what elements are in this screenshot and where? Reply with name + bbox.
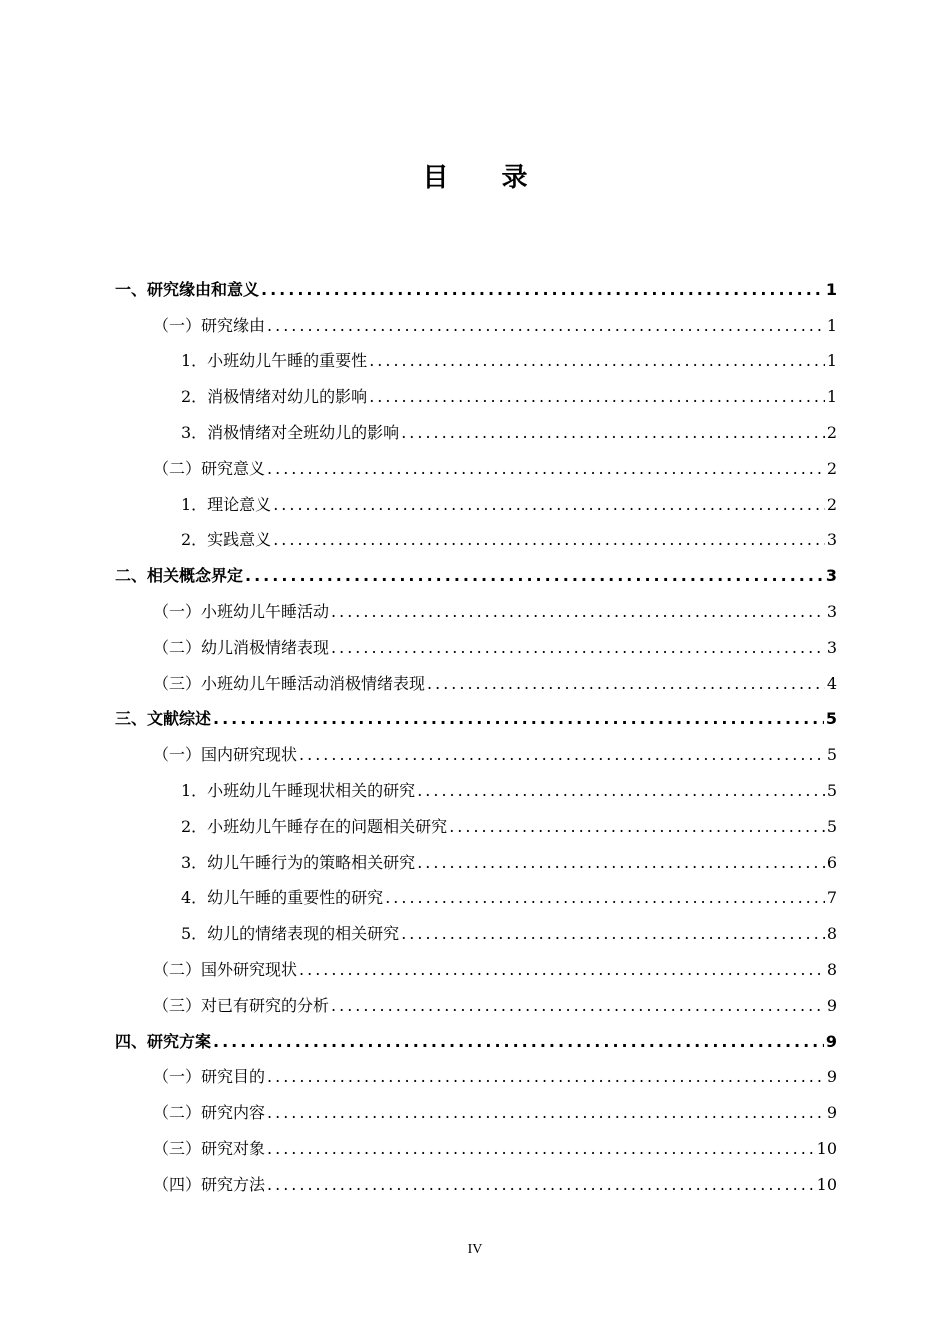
toc-entry-page: 9 [826, 1103, 837, 1123]
toc-leader-dots [385, 888, 825, 908]
toc-entry-page: 5 [826, 745, 837, 765]
toc-entry-page: 3 [826, 637, 837, 657]
toc-entry-label: 四、研究方案 [115, 1031, 212, 1051]
toc-entry[interactable] [115, 630, 837, 666]
page-number: IV [467, 1242, 483, 1257]
toc-entry-label: （一）国内研究现状 [153, 745, 298, 765]
toc-entry-page: 2 [826, 423, 837, 443]
toc-leader-dots [427, 674, 825, 694]
toc-entry[interactable] [115, 344, 837, 380]
toc-entry-label: （二）研究意义 [153, 458, 266, 478]
toc-leader-dots [369, 387, 825, 407]
toc-entry-page: 7 [826, 888, 837, 908]
toc-leader-dots [331, 638, 825, 658]
toc-entry-page: 5 [826, 781, 837, 801]
toc-entry[interactable] [115, 558, 837, 594]
toc-entry[interactable] [115, 308, 837, 344]
toc-leader-dots [331, 996, 825, 1016]
toc-leader-dots [267, 316, 825, 336]
toc-leader-dots [267, 1067, 825, 1087]
toc-entry[interactable] [115, 666, 837, 702]
toc-entry[interactable] [115, 1095, 837, 1131]
toc-entry-label: （二）国外研究现状 [153, 960, 298, 980]
toc-entry[interactable] [115, 773, 837, 809]
toc-entry-page: 8 [826, 924, 837, 944]
toc-entry-page: 10 [816, 1174, 837, 1194]
toc-entry-page: 1 [825, 279, 837, 299]
toc-entry-page: 2 [826, 458, 837, 478]
toc-entry-page: 10 [816, 1139, 837, 1159]
toc-leader-dots [449, 817, 825, 837]
toc-entry-label: （一）研究目的 [153, 1067, 266, 1087]
toc-entry-page: 5 [825, 709, 837, 729]
toc-leader-dots [245, 566, 824, 586]
toc-entry-page: 9 [826, 995, 837, 1015]
toc-leader-dots [401, 924, 825, 944]
toc-entry-page: 3 [826, 602, 837, 622]
toc-entry-page: 1 [826, 351, 837, 371]
toc-entry-page: 8 [826, 960, 837, 980]
toc-entry-label: （一）研究缘由 [153, 315, 266, 335]
toc-leader-dots [417, 853, 825, 873]
toc-entry-page: 3 [825, 566, 837, 586]
toc-entry-label: 一、研究缘由和意义 [115, 279, 260, 299]
toc-entry[interactable] [115, 379, 837, 415]
toc-leader-dots [331, 602, 825, 622]
toc-entry-label: （三）小班幼儿午睡活动消极情绪表现 [153, 673, 426, 693]
toc-leader-dots [267, 1103, 825, 1123]
toc-entry-label: （三）研究对象 [153, 1139, 266, 1159]
toc-leader-dots [213, 1032, 824, 1052]
toc-entry[interactable] [115, 952, 837, 988]
toc-entry-label: 5．幼儿的情绪表现的相关研究 [181, 924, 400, 944]
toc-entry-label: 1．小班幼儿午睡的重要性 [181, 351, 368, 371]
toc-entry-page: 1 [826, 387, 837, 407]
toc-entry[interactable] [115, 523, 837, 559]
toc-entry[interactable] [115, 1024, 837, 1060]
toc-entry[interactable] [115, 487, 837, 523]
toc-entry[interactable] [115, 845, 837, 881]
toc-entry-label: 2．实践意义 [181, 530, 272, 550]
toc-entry-label: 3．幼儿午睡行为的策略相关研究 [181, 852, 416, 872]
toc-leader-dots [273, 530, 825, 550]
toc-entry-page: 6 [826, 852, 837, 872]
toc-entry-label: 1．理论意义 [181, 494, 272, 514]
toc-leader-dots [299, 745, 825, 765]
toc-entry-label: 二、相关概念界定 [115, 566, 244, 586]
toc-entry[interactable] [115, 451, 837, 487]
toc-entry-page: 5 [826, 816, 837, 836]
toc-entry-page: 2 [826, 494, 837, 514]
toc-entry[interactable] [115, 702, 837, 738]
toc-leader-dots [299, 960, 825, 980]
toc-leader-dots [267, 459, 825, 479]
toc-entry-label: 4．幼儿午睡的重要性的研究 [181, 888, 384, 908]
toc-entry[interactable] [115, 809, 837, 845]
toc-entry[interactable] [115, 594, 837, 630]
toc-leader-dots [261, 280, 824, 300]
toc-entry[interactable] [115, 1131, 837, 1167]
toc-entry-page: 9 [825, 1031, 837, 1051]
toc-leader-dots [369, 351, 825, 371]
toc-entry-label: （二）幼儿消极情绪表现 [153, 637, 330, 657]
toc-entry-label: （二）研究内容 [153, 1103, 266, 1123]
toc-entry-label: （四）研究方法 [153, 1174, 266, 1194]
toc-leader-dots [417, 781, 825, 801]
toc-entry-label: 2．小班幼儿午睡存在的问题相关研究 [181, 816, 448, 836]
toc-entry-label: 三、文献综述 [115, 709, 212, 729]
toc-entry-page: 9 [826, 1067, 837, 1087]
toc-entry-page: 4 [826, 673, 837, 693]
toc-entry[interactable] [115, 737, 837, 773]
toc-entry-label: 3．消极情绪对全班幼儿的影响 [181, 423, 400, 443]
toc-entry-label: （一）小班幼儿午睡活动 [153, 602, 330, 622]
toc-leader-dots [213, 709, 824, 729]
toc-entry-label: （三）对已有研究的分析 [153, 995, 330, 1015]
toc-leader-dots [401, 423, 825, 443]
toc-entry[interactable] [115, 1060, 837, 1096]
toc-leader-dots [267, 1139, 815, 1159]
toc-entry-label: 2．消极情绪对幼儿的影响 [181, 387, 368, 407]
toc-entry-page: 1 [826, 315, 837, 335]
toc-entry[interactable] [115, 916, 837, 952]
toc-leader-dots [267, 1175, 815, 1195]
toc-leader-dots [273, 495, 825, 515]
toc-entry-page: 3 [826, 530, 837, 550]
toc-entry[interactable] [115, 415, 837, 451]
toc-entry[interactable] [115, 988, 837, 1024]
toc-entry-label: 1．小班幼儿午睡现状相关的研究 [181, 781, 416, 801]
toc-entry[interactable] [115, 1167, 837, 1203]
toc-entry[interactable] [115, 272, 837, 308]
toc-entry[interactable] [115, 881, 837, 917]
table-of-contents [115, 272, 837, 1203]
page-title: 目 录 [422, 163, 550, 193]
